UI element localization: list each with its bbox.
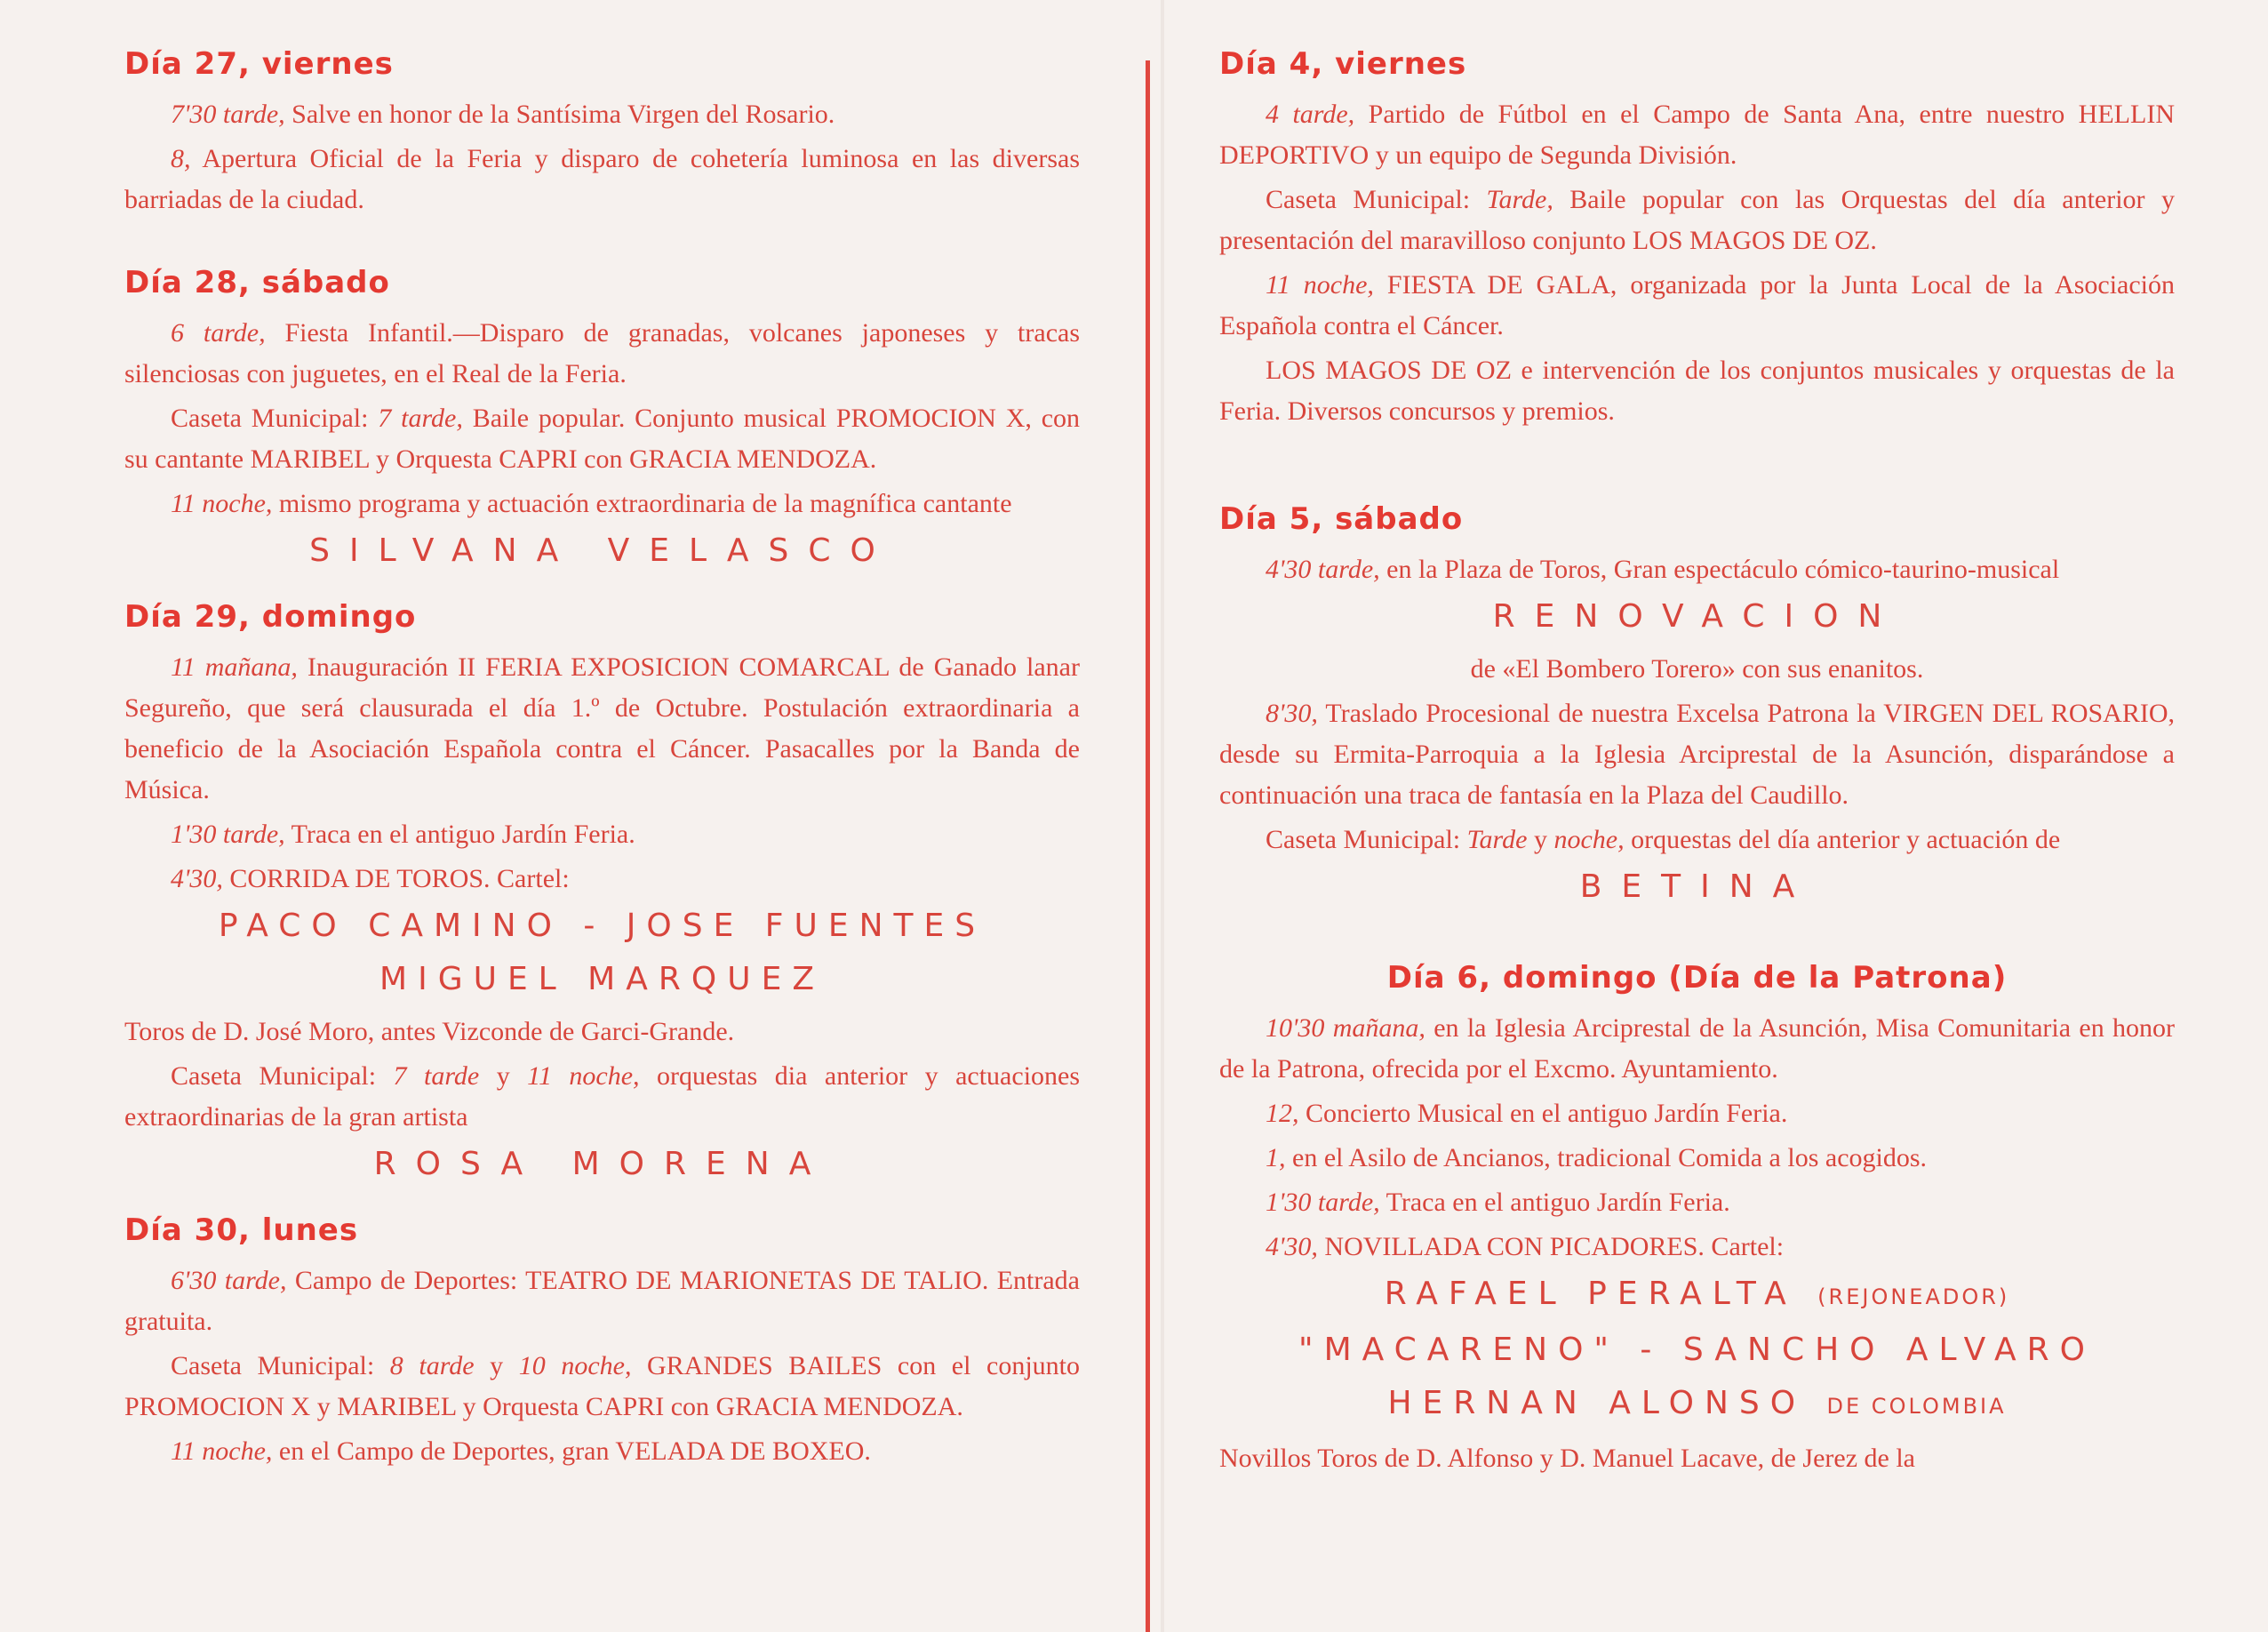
text: Baile popular. Conjunto musical PROMOCION X, con su cantante MARIBEL y Orquesta CAPRI con GRACIA MENDOZA. <box>124 404 1081 474</box>
day-30-item-1 <box>124 1260 1080 1342</box>
headliner-betina: BETINA <box>1579 868 1815 905</box>
text: y <box>1527 825 1554 854</box>
time: 11 noche, <box>1266 270 1374 300</box>
novillada-cartel-line-3 <box>1219 1382 2175 1428</box>
time: Tarde <box>1466 825 1528 854</box>
time: 7'30 tarde, <box>171 100 285 129</box>
text: mismo programa y actuación extraordinaria de la magnífica cantante <box>272 489 1012 518</box>
text: FIESTA DE GALA, organizada por la Junta Local de la Asociación Española contra el Cáncer. <box>1219 270 2176 340</box>
day-4-item-2 <box>1219 180 2175 261</box>
time: 1'30 tarde, <box>171 820 285 849</box>
time: 6 tarde, <box>171 318 266 348</box>
name: HERNAN ALONSO <box>1387 1385 1807 1421</box>
text: Caseta Municipal: <box>171 404 379 433</box>
day-6-item-5 <box>1219 1227 2175 1268</box>
text: en la Plaza de Toros, Gran espectáculo cómico-taurino-musical <box>1379 555 2060 584</box>
text: Caseta Municipal: <box>1266 825 1467 854</box>
text: Concierto Musical en el antiguo Jardín Feria. <box>1298 1099 1788 1128</box>
day-5-item-3 <box>1219 693 2175 816</box>
text: orquestas dia anterior y actuaciones extraordinarias de la gran artista <box>124 1061 1081 1132</box>
day-5-item-2: de «El Bombero Torero» con sus enanitos. <box>1470 654 1924 684</box>
day-6-heading: Día 6, domingo (Día de la Patrona) <box>1386 960 2008 996</box>
day-6-item-1 <box>1219 1008 2175 1090</box>
text: Caseta Municipal: <box>171 1061 394 1091</box>
time: Tarde, <box>1486 185 1553 214</box>
page-fold <box>1161 0 1164 1632</box>
left-column <box>124 46 1080 1476</box>
day-30-item-2 <box>124 1346 1080 1428</box>
time: 11 noche, <box>171 489 273 518</box>
day-6-item-2 <box>1219 1093 2175 1134</box>
time: 11 mañana, <box>171 652 298 682</box>
day-27-item-2 <box>124 139 1080 220</box>
day-4-item-4: LOS MAGOS DE OZ e intervención de los conjuntos musicales y orquestas de la Feria. Diversos concursos y premios. <box>1219 356 2175 426</box>
day-29-item-1 <box>124 647 1080 811</box>
text: Baile popular con las Orquestas del día anterior y presentación del maravilloso conjunto LOS MAGOS DE OZ. <box>1219 185 2175 255</box>
day-4-item-1 <box>1219 94 2175 176</box>
text: orquestas del día anterior y actuación de <box>1624 825 2061 854</box>
time: 4'30 tarde, <box>1266 555 1380 584</box>
text: en el Asilo de Ancianos, tradicional Comida a los acogidos. <box>1285 1143 1928 1172</box>
text: Caseta Municipal: <box>1266 185 1487 214</box>
right-column <box>1219 46 2175 1483</box>
day-5-item-4 <box>1219 820 2175 860</box>
day-6-item-3 <box>1219 1138 2175 1179</box>
day-5-heading: Día 5, sábado <box>1219 501 1464 537</box>
time: 7 tarde <box>393 1061 480 1091</box>
origin: DE COLOMBIA <box>1826 1394 2007 1419</box>
text: Traca en el antiguo Jardín Feria. <box>1379 1188 1730 1217</box>
day-28-heading: Día 28, sábado <box>124 265 390 300</box>
column-divider <box>1146 60 1150 1632</box>
day-30-item-3 <box>124 1431 1080 1472</box>
novillada-cartel-line-2: "MACARENO" - SANCHO ALVARO <box>1298 1332 2096 1368</box>
headliner-renovacion: RENOVACION <box>1492 598 1902 635</box>
day-28-item-3 <box>124 484 1080 524</box>
day-4-heading: Día 4, viernes <box>1219 46 1467 82</box>
day-28-item-2 <box>124 398 1080 480</box>
text: y <box>479 1061 528 1091</box>
text: Inauguración II FERIA EXPOSICION COMARCAL de Ganado lanar Segureño, que será clausurada el día 1.º de Octubre. Postulación extraordinaria a beneficio de la Asociación Española contra el Cáncer. Pasacalles por la Banda de Música. <box>124 652 1080 804</box>
time: 11 noche, <box>527 1061 640 1091</box>
time: noche, <box>1553 825 1625 854</box>
time: 11 noche, <box>171 1436 273 1466</box>
text: Caseta Municipal: <box>171 1351 390 1380</box>
time: 10'30 mañana, <box>1266 1013 1425 1043</box>
time: 7 tarde, <box>378 404 463 433</box>
time: 4'30, <box>171 864 223 893</box>
text: Traca en el antiguo Jardín Feria. <box>284 820 635 849</box>
time: 4'30, <box>1266 1232 1318 1261</box>
text: GRANDES BAILES con el conjunto PROMOCION X y MARIBEL y Orquesta CAPRI con GRACIA MENDOZA. <box>124 1351 1080 1421</box>
text: en el Campo de Deportes, gran VELADA DE BOXEO. <box>272 1436 871 1466</box>
text: Campo de Deportes: TEATRO DE MARIONETAS DE TALIO. Entrada gratuita. <box>124 1266 1080 1336</box>
day-29-item-5 <box>124 1056 1080 1138</box>
time: 8, <box>171 144 191 173</box>
day-30-heading: Día 30, lunes <box>124 1212 359 1248</box>
headliner-rosa-morena: ROSA MORENA <box>373 1146 831 1182</box>
text: Salve en honor de la Santísima Virgen del Rosario. <box>284 100 835 129</box>
time: 8'30, <box>1266 699 1318 728</box>
text: Fiesta Infantil.—Disparo de granadas, volcanes japoneses y tracas silenciosas con juguetes, en el Real de la Feria. <box>124 318 1080 388</box>
time: 6'30 tarde, <box>171 1266 287 1295</box>
text: Apertura Oficial de la Feria y disparo de cohetería luminosa en las diversas barriadas de la ciudad. <box>124 144 1080 214</box>
text: y <box>474 1351 519 1380</box>
time: 10 noche, <box>518 1351 632 1380</box>
novillada-cartel-line-1 <box>1219 1273 2175 1318</box>
text: Traslado Procesional de nuestra Excelsa Patrona la VIRGEN DEL ROSARIO, desde su Ermita-Parroquia a la Iglesia Arciprestal de la Asunción, disparándose a continuación una traca de fantasía en la Plaza del Caudillo. <box>1219 699 2175 810</box>
bullfight-cartel-line-1: PACO CAMINO - JOSE FUENTES <box>218 908 986 944</box>
text: en la Iglesia Arciprestal de la Asunción, Misa Comunitaria en honor de la Patrona, ofrecida por el Excmo. Ayuntamiento. <box>1219 1013 2175 1084</box>
text: NOVILLADA CON PICADORES. Cartel: <box>1317 1232 1785 1261</box>
time: 8 tarde <box>389 1351 475 1380</box>
day-28-item-1 <box>124 313 1080 395</box>
text: CORRIDA DE TOROS. Cartel: <box>222 864 570 893</box>
time: 1'30 tarde, <box>1266 1188 1380 1217</box>
name: RAFAEL PERALTA <box>1384 1276 1797 1312</box>
day-29-item-4: Toros de D. José Moro, antes Vizconde de Garci-Grande. <box>124 1017 735 1046</box>
day-29-item-3 <box>124 859 1080 900</box>
bullfight-cartel-line-2: MIGUEL MARQUEZ <box>379 961 825 997</box>
day-6-item-4 <box>1219 1182 2175 1223</box>
time: 4 tarde, <box>1266 100 1355 129</box>
role: (REJONEADOR) <box>1817 1284 2010 1309</box>
time: 1, <box>1266 1143 1286 1172</box>
headliner-silvana-velasco: SILVANA VELASCO <box>309 532 895 569</box>
day-29-item-2 <box>124 814 1080 855</box>
day-27-heading: Día 27, viernes <box>124 46 394 82</box>
text: Partido de Fútbol en el Campo de Santa Ana, entre nuestro HELLIN DEPORTIVO y un equipo de Segunda División. <box>1219 100 2175 170</box>
time: 12, <box>1266 1099 1299 1128</box>
day-29-heading: Día 29, domingo <box>124 599 417 635</box>
day-27-item-1 <box>124 94 1080 135</box>
day-5-item-1 <box>1219 549 2175 590</box>
day-6-item-6: Novillos Toros de D. Alfonso y D. Manuel Lacave, de Jerez de la <box>1219 1444 1915 1473</box>
day-4-item-3 <box>1219 265 2175 347</box>
